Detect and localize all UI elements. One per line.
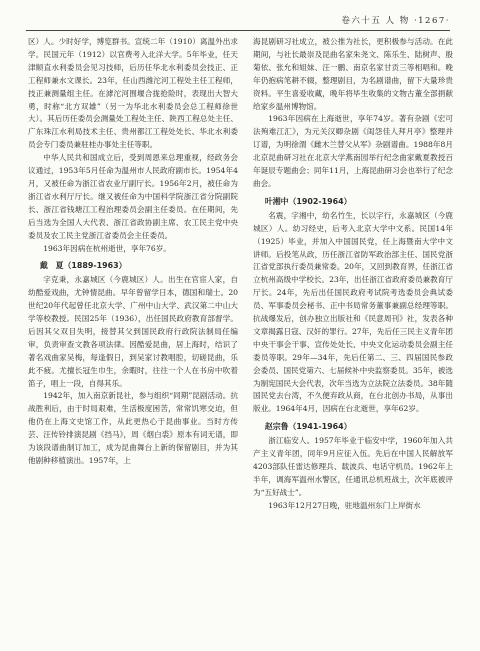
header-rule (26, 30, 450, 31)
right-column (253, 36, 453, 643)
entry-heading-dai-xia: 戴 夏（1889-1963） (39, 261, 127, 271)
entry-heading-ye-xiangzhong: 叶湘中（1902-1964） (264, 196, 352, 206)
left-paragraph-4: 字克秉，永嘉城区（今鹿城区）人。出生在官宦人家，自幼酷爱戏曲，尤钟情昆曲。早年曾留学日本，德国和瑞士。20世纪20年代起曾任北京大学、广州中山大学、武汉第二中山大学等校教授。民国25年（1936），出任国民政府教育部督学。后因其父双目失明，接替其父到国民政府行政院法制局任编审，负责审查文教各项法律。因酷爱昆曲，居上海时，结识了著名戏曲家吴梅，每逢假日，到吴家讨教唱腔，切磋昆曲，乐此不疲。尤擅长冠生巾生，余暇时，往往一个人在书房中吹着笛子，唱上一段，自得其乐。 (28, 275, 238, 388)
right-paragraph-3: 名震，字湘中，幼名竹生，长以字行，永嘉城区（今鹿城区）人。幼习经史，后考入北京大学中文系。民国14年（1925）毕业，并加入中国国民党，任上海暨南大学中文讲师。后投笔从政，历任浙江省防军政治部主任、国民党浙江省党部执行委员兼常委。20年，又回到教育界，任浙江省立杭州高级中学校长。23年，出任浙江省政府委员兼教育厅厅长。24年，先后出任国民政府考试院考选委员会典试委员、军事委员会秘书、正中书局常务董事兼副总经理等职。抗战爆发后，创办独立出版社和《民意周刊》社，发表各种文章揭露日寇、汉奸的罪行。27年，先后任三民主义青年团中央干事会干事、宣传处处长、中央文化运动委员会副主任委员等职。29年—34年，先后任第二、三、四届国民参政会委员、国民党第六、七届候补中央监察委员。35年，被选为制宪国民大会代表，次年当选为立法院立法委员。38年随国民党去台湾，不久便弃政从商，在台北创办书局，从事出版业。1964年4月，因病在台北逝世，享年62岁。 (253, 210, 453, 414)
left-paragraph-3: 1963年因病在杭州逝世，享年76岁。 (43, 243, 171, 253)
right-paragraph-2: 1963年因病在上海逝世，享年74岁。著有杂剧《宏可法殉难江汇》，为元关汉卿杂剧《闺怨佳人拜月亭》整理并订谱，为明徐渭《雌木兰替父从军》杂剧谱曲。1988年8月北京昆曲研习社在北京大学燕南园举行纪念曲家戴夏教授百年诞辰专题曲会；同年11月，上海昆曲研习会也举行了纪念曲会。 (253, 114, 453, 188)
running-header: 卷六十五 人 物 ·1267· (341, 16, 450, 26)
left-column (28, 36, 238, 643)
left-paragraph-2: 中华人民共和国成立后，受到周恩来总理重视，经政务会议通过，1953年5月任命为温州市人民政府副市长。1954年4月，又被任命为浙江省农业厅副厅长。1956年2月，被任命为浙江省水利厅厅长。继又被任命为中国科学院浙江省分院副院长、浙江省钱塘江工程治理委员会副主任委员。在任期间，先后当选为全国人大代表、浙江省政协副主席、农工民主党中央委员及农工民主党浙江省委员会主任委员。 (28, 153, 238, 240)
entry-heading-zhao-zonglu: 赵宗鲁（1941-1964） (264, 422, 352, 432)
right-paragraph-1: 海昆剧研习社成立，被公推为社长，更积极参与活动。在此期间，与社长最崇及昆曲名家朱尧文、陈乐生、陆树声、殷菊依、张允和姐妹、汪一鹏、南京名家甘贡三等相唱和。晚年仍抱病笔耕不辍，整理剧目，为名剧谱曲，留下大量珍贵资料。平生喜爱收藏，晚年将毕生收集的文物古董全部捐献给家乡温州博物馆。 (253, 37, 453, 111)
right-paragraph-4: 浙江临安人。1957年毕业于临安中学，1960年加入共产主义青年团，同年9月应征入伍。先后在中国人民解放军4203部队任雷达修理兵、载波兵、电话守机员。1962年上半年，调海军温州水警区，任通讯总机班战士，次年底被评为“五好战士”。 (253, 436, 453, 497)
left-paragraph-5: 1942年，加入南京新昆社，参与组织“同期”昆剧活动。抗战胜利后，由于时局艰难，生活极度困苦，常常饥寒交迫，但他仍在上海文史馆工作，从此更热心于昆曲事业。当时方传芸、汪传铃排演昆剧《挡马》，周《烟白裘》原本有词无谱，即为该段谱曲制订加工，成为昆曲舞台上新的保留剧目，并为其他剧种移植演出。1957年，上 (28, 391, 238, 465)
right-paragraph-5: 1963年12月27日晚，驻地温州东门上岸街水 (268, 500, 421, 510)
left-paragraph-1: 区）人。少时好学，博览群书。宣统二年（1910）离温外出求学。民国元年（1912）以官费考入北洋大学。5年毕业，任天津顺直水利委员会见习技师，后历任华北水利委员会技正、正工程师兼水文课长。23年，任山西潍沱河工程处主任工程师，技正兼测量组主任。在滹沱河围堰合拢抢险时，表现出大智大勇，时称“北方双雄”（另一为华北水利委员会总工程师徐世大）。其后历任委员会测量处工程处主任、陕西工程总处主任、广东珠江水利局技术主任、贵州都江工程处处长、华北水利委员会专门委员兼驻桂办事处主任等职。 (28, 37, 238, 150)
